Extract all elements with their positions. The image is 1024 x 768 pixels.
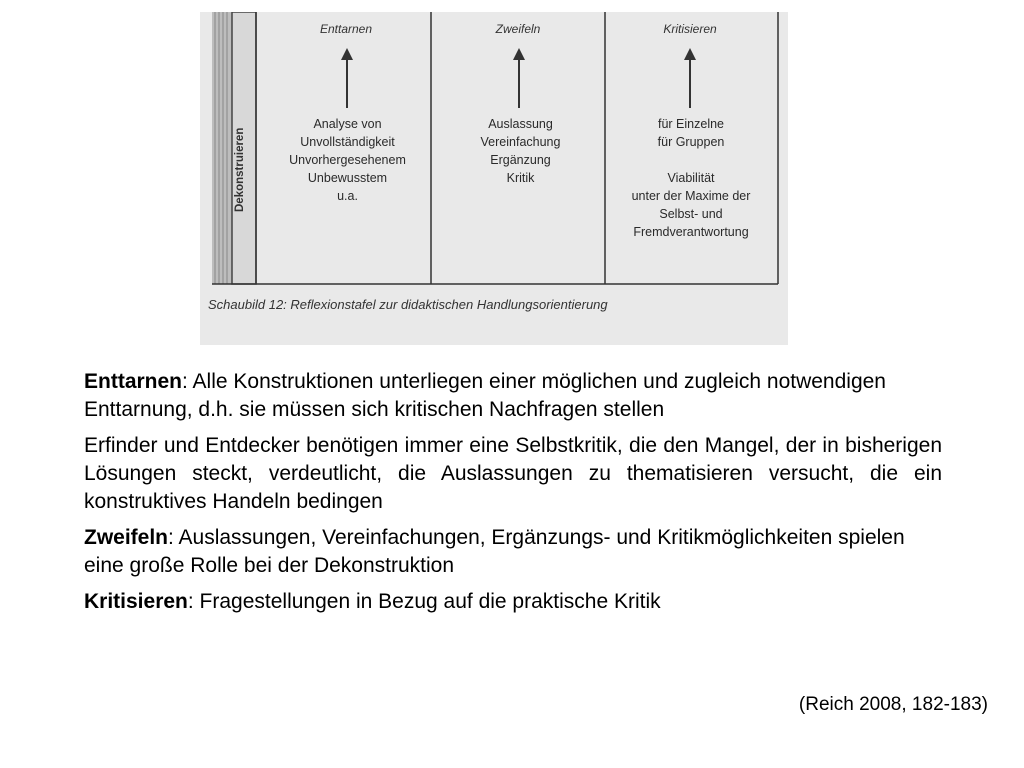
column-item: Unbewusstem bbox=[307, 171, 388, 185]
column-title: Kritisieren bbox=[663, 22, 717, 36]
paragraph-enttarnen bbox=[84, 368, 942, 424]
column-items bbox=[612, 115, 770, 241]
source-citation: (Reich 2008, 182-183) bbox=[798, 694, 988, 715]
column-items bbox=[270, 115, 425, 205]
column-item: Kritik bbox=[506, 171, 535, 185]
column-item: u.a. bbox=[337, 189, 358, 203]
paragraph-text: : Fragestellungen in Bezug auf die praktische Kritik bbox=[187, 590, 661, 613]
column-items bbox=[443, 115, 598, 187]
arrow-up-icon bbox=[513, 48, 525, 108]
column-item: Auslassung bbox=[488, 117, 553, 131]
paragraph-erfinder bbox=[84, 432, 942, 516]
column-title: Zweifeln bbox=[495, 22, 541, 36]
column-item: Selbst- und bbox=[659, 207, 723, 221]
paragraph-text: : Alle Konstruktionen unterliegen einer möglichen und zugleich notwendigen Enttarnung, d.h. sie müssen sich kritischen Nachfragen stellen bbox=[84, 370, 886, 421]
column-item: Unvorhergesehenem bbox=[289, 153, 406, 167]
term: Zweifeln bbox=[84, 526, 169, 549]
column-item: für Gruppen bbox=[657, 135, 725, 149]
column-item: Unvollständigkeit bbox=[300, 135, 395, 149]
column-item: unter der Maxime der bbox=[631, 189, 751, 203]
arrow-up-icon bbox=[341, 48, 353, 108]
scanned-figure bbox=[200, 12, 788, 345]
paragraph-text: Erfinder und Entdecker benötigen immer eine Selbstkritik, die den Mangel, der in bisherigen Lösungen steckt, verdeutlicht, die Auslassungen zu thematisieren versucht, die ein konstruktives Handeln bedingen bbox=[84, 434, 942, 513]
column-item: Fremdverantwortung bbox=[633, 225, 749, 239]
column-item: für Einzelne bbox=[657, 117, 724, 131]
column-item-spacer bbox=[612, 151, 770, 169]
term: Kritisieren bbox=[84, 590, 188, 613]
column-title: Enttarnen bbox=[319, 22, 373, 36]
body-text bbox=[84, 368, 942, 624]
paragraph-kritisieren bbox=[84, 588, 942, 616]
term: Enttarnen bbox=[84, 370, 183, 393]
figure-caption: Schaubild 12: Reflexionstafel zur didaktischen Handlungsorientierung bbox=[208, 297, 608, 312]
paragraph-text: : Auslassungen, Vereinfachungen, Ergänzungs- und Kritikmöglichkeiten spielen eine große Rolle bei der Dekonstruktion bbox=[84, 526, 905, 577]
column-item: Analyse von bbox=[313, 117, 382, 131]
paragraph-zweifeln bbox=[84, 524, 942, 580]
column-item: Vereinfachung bbox=[480, 135, 561, 149]
column-item: Ergänzung bbox=[490, 153, 551, 167]
side-label-text: Dekonstruieren bbox=[234, 127, 246, 212]
arrow-up-icon bbox=[684, 48, 696, 108]
column-item: Viabilität bbox=[667, 171, 715, 185]
